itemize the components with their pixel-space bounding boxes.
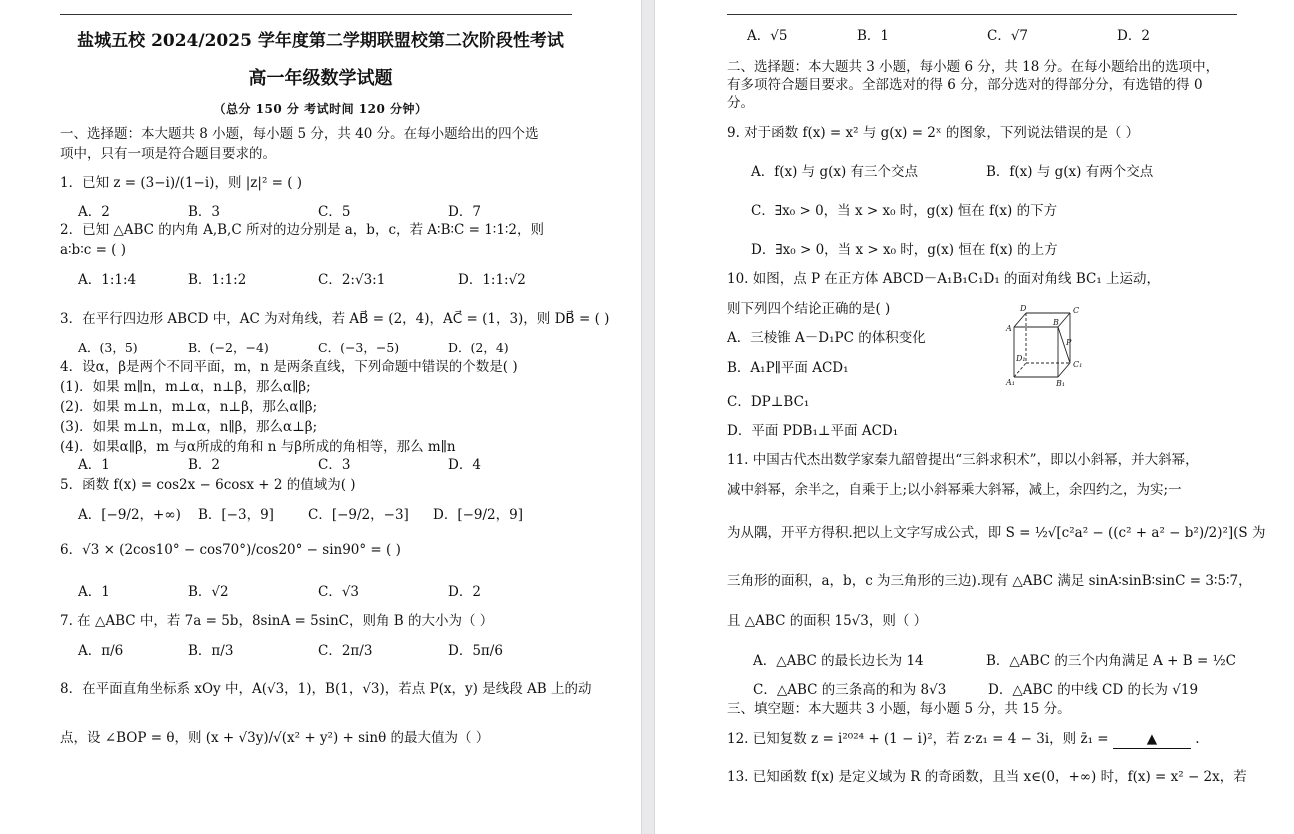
question-12 — [727, 730, 1199, 749]
q6-option-c[interactable]: C．√3 — [318, 584, 360, 600]
question-11-line5: 且 △ABC 的面积 15√3，则（ ） — [727, 613, 928, 629]
q2-option-a[interactable]: A．1:1:4 — [78, 272, 137, 288]
q9-option-c[interactable]: C．∃x₀ > 0，当 x > x₀ 时，g(x) 恒在 f(x) 的下方 — [751, 203, 1058, 219]
question-4: 4．设α，β是两个不同平面，m，n 是两条直线，下列命题中错误的个数是( ) — [60, 359, 518, 375]
edge-bc — [1058, 313, 1070, 327]
section2-line1: 二、选择题：本大题共 3 小题，每小题 6 分，共 18 分。在每小题给出的选项中， — [727, 59, 1220, 75]
q4-item-2: (2)．如果 m⊥n，m⊥α，n⊥β，那么α∥β; — [60, 399, 318, 415]
q10-option-b[interactable]: B．A₁P∥平面 ACD₁ — [727, 360, 849, 376]
q3-option-c[interactable]: C．(−3，−5) — [318, 340, 400, 355]
q11-option-a[interactable]: A．△ABC 的最长边长为 14 — [753, 653, 924, 669]
q2-option-d[interactable]: D．1:1:√2 — [458, 272, 526, 288]
q7-option-c[interactable]: C．2π/3 — [318, 643, 373, 659]
question-8-line2: 点，设 ∠BOP = θ，则 (x + √3y)/√(x² + y²) + sinθ 的最大值为（ ） — [60, 730, 490, 746]
q7-option-b[interactable]: B．π/3 — [188, 643, 234, 659]
question-10-line1: 10. 如图，点 P 在正方体 ABCD－A₁B₁C₁D₁ 的面对角线 BC₁ 上运动， — [727, 271, 1161, 287]
edge-b1c1 — [1058, 363, 1070, 377]
q10-option-a[interactable]: A．三棱锥 A－D₁PC 的体积变化 — [727, 330, 926, 346]
top-rule — [60, 14, 572, 15]
q6-option-b[interactable]: B．√2 — [188, 584, 229, 600]
q4-item-1: (1)．如果 m∥n，m⊥α，n⊥β，那么α∥β; — [60, 379, 311, 395]
label-a1: A₁ — [1006, 378, 1015, 387]
question-11-line2: 减中斜幂，余半之，自乘于上;以小斜幂乘大斜幂，减上，余四约之，为实;一 — [727, 482, 1182, 498]
cube-figure — [998, 301, 1098, 391]
label-c1: C₁ — [1073, 360, 1083, 369]
q4-option-d[interactable]: D．4 — [448, 457, 481, 473]
question-3: 3．在平行四边形 ABCD 中，AC 为对角线，若 AB⃗ = (2，4)，AC⃗ = (1，3)，则 DB⃗ = ( ) — [60, 311, 610, 327]
q5-option-b[interactable]: B．[−3，9] — [198, 507, 274, 523]
label-b: B — [1053, 318, 1059, 327]
q6-option-a[interactable]: A．1 — [78, 584, 110, 600]
q7-option-a[interactable]: A．π/6 — [78, 643, 124, 659]
question-1: 1．已知 z = (3−i)/(1−i)，则 |z|² = ( ) — [60, 175, 303, 191]
question-13: 13. 已知函数 f(x) 是定义域为 R 的奇函数，且当 x∈(0，+∞) 时，f(x) = x² − 2x，若 — [727, 769, 1247, 785]
section2-line2: 有多项符合题目要求。全部选对的得 6 分，部分选对的得部分分，有选错的得 0 — [727, 77, 1203, 93]
q3-option-d[interactable]: D．(2，4) — [448, 340, 509, 355]
edge-ad — [1014, 313, 1026, 327]
section3-heading: 三、填空题：本大题共 3 小题，每小题 5 分，共 15 分。 — [727, 701, 1071, 717]
q12-answer-blank[interactable]: ▲ — [1113, 730, 1191, 749]
question-11-line1: 11. 中国古代杰出数学家秦九韶曾提出“三斜求积术”，即以小斜幂，并大斜幂， — [727, 452, 1199, 468]
label-d1: D₁ — [1016, 354, 1026, 363]
q5-option-d[interactable]: D．[−9/2，9] — [433, 507, 523, 523]
edge-a1d1 — [1014, 363, 1026, 377]
q8-option-b[interactable]: B．1 — [857, 28, 890, 44]
section1-line1: 一、选择题：本大题共 8 小题，每小题 5 分，共 40 分。在每小题给出的四个选 — [60, 126, 539, 142]
left-page — [0, 0, 641, 834]
q4-option-b[interactable]: B．2 — [188, 457, 221, 473]
q8-option-d[interactable]: D．2 — [1117, 28, 1150, 44]
q12-prefix: 12. 已知复数 z = i²⁰²⁴ + (1 − i)²，若 z·z₁ = 4 − 3i，则 z̄₁ = — [727, 731, 1109, 747]
q9-option-d[interactable]: D．∃x₀ > 0，当 x > x₀ 时，g(x) 恒在 f(x) 的上方 — [751, 242, 1058, 258]
q3-option-b[interactable]: B．(−2，−4) — [188, 340, 269, 355]
question-10-line2: 则下列四个结论正确的是( ) — [727, 301, 891, 317]
q1-option-c[interactable]: C．5 — [318, 204, 351, 220]
section1-line2: 项中，只有一项是符合题目要求的。 — [60, 146, 276, 162]
q7-option-d[interactable]: D．5π/6 — [448, 643, 503, 659]
top-rule-right — [727, 14, 1237, 15]
page-gutter — [641, 0, 655, 834]
question-11-line3: 为从隅，开平方得积.把以上文字写成公式，即 S = ½√[c²a² − ((c² + a² − b²)/2)²](S 为 — [727, 525, 1266, 541]
question-8-line1: 8．在平面直角坐标系 xOy 中，A(√3，1)，B(1，√3)，若点 P(x，y) 是线段 AB 上的动 — [60, 681, 592, 697]
score-time: （总分 150 分 考试时间 120 分钟） — [213, 102, 428, 116]
q1-option-d[interactable]: D．7 — [448, 204, 481, 220]
exam-title: 盐城五校 2024/2025 学年度第二学期联盟校第二次阶段性考试 — [77, 31, 564, 51]
q9-option-a[interactable]: A．f(x) 与 g(x) 有三个交点 — [751, 164, 919, 180]
q2-option-b[interactable]: B．1:1:2 — [188, 272, 247, 288]
question-7: 7. 在 △ABC 中，若 7a = 5b，8sinA = 5sinC，则角 B 的大小为（ ） — [60, 613, 494, 629]
q3-option-a[interactable]: A．(3，5) — [78, 340, 138, 355]
q11-option-d[interactable]: D．△ABC 的中线 CD 的长为 √19 — [988, 682, 1199, 698]
label-b1: B₁ — [1056, 379, 1066, 388]
q12-suffix: . — [1195, 731, 1200, 747]
right-page — [655, 0, 1294, 834]
q8-option-c[interactable]: C．√7 — [987, 28, 1029, 44]
q11-option-c[interactable]: C．△ABC 的三条高的和为 8√3 — [753, 682, 947, 698]
section2-line3: 分。 — [727, 95, 754, 111]
label-p: P — [1066, 338, 1072, 347]
q5-option-c[interactable]: C．[−9/2，−3] — [308, 507, 409, 523]
q11-option-b[interactable]: B．△ABC 的三个内角满足 A + B = ½C — [986, 653, 1237, 669]
question-2-line1: 2．已知 △ABC 的内角 A,B,C 所对的边分别是 a，b，c，若 A∶B∶C = 1∶1∶2，则 — [60, 222, 545, 238]
q10-option-d[interactable]: D．平面 PDB₁⊥平面 ACD₁ — [727, 423, 899, 439]
label-c: C — [1073, 306, 1080, 315]
label-a: A — [1006, 324, 1012, 333]
question-2-line2: a∶b∶c = ( ) — [60, 242, 126, 258]
q1-option-a[interactable]: A．2 — [78, 204, 110, 220]
question-9: 9. 对于函数 f(x) = x² 与 g(x) = 2ˣ 的图象，下列说法错误的是（ ） — [727, 125, 1140, 141]
question-11-line4: 三角形的面积，a，b，c 为三角形的三边).现有 △ABC 满足 sinA∶sinB∶sinC = 3∶5∶7， — [727, 573, 1252, 589]
q9-option-b[interactable]: B．f(x) 与 g(x) 有两个交点 — [986, 164, 1154, 180]
q1-option-b[interactable]: B．3 — [188, 204, 221, 220]
q4-option-c[interactable]: C．3 — [318, 457, 351, 473]
q4-item-4: (4)．如果α∥β，m 与α所成的角和 n 与β所成的角相等，那么 m∥n — [60, 439, 456, 455]
q2-option-c[interactable]: C．2:√3:1 — [318, 272, 386, 288]
question-6: 6．√3 × (2cos10° − cos70°)/cos20° − sin90° = ( ) — [60, 542, 401, 558]
q4-item-3: (3)．如果 m⊥n，m⊥α，n∥β，那么α⊥β; — [60, 419, 318, 435]
exam-subtitle: 高一年级数学试题 — [248, 68, 393, 89]
q10-option-c[interactable]: C．DP⊥BC₁ — [727, 394, 810, 410]
q8-option-a[interactable]: A．√5 — [747, 28, 788, 44]
question-5: 5．函数 f(x) = cos2x − 6cosx + 2 的值域为( ) — [60, 477, 356, 493]
q5-option-a[interactable]: A．[−9/2，+∞) — [78, 507, 181, 523]
q6-option-d[interactable]: D．2 — [448, 584, 481, 600]
q4-option-a[interactable]: A．1 — [78, 457, 110, 473]
label-d: D — [1020, 304, 1027, 313]
